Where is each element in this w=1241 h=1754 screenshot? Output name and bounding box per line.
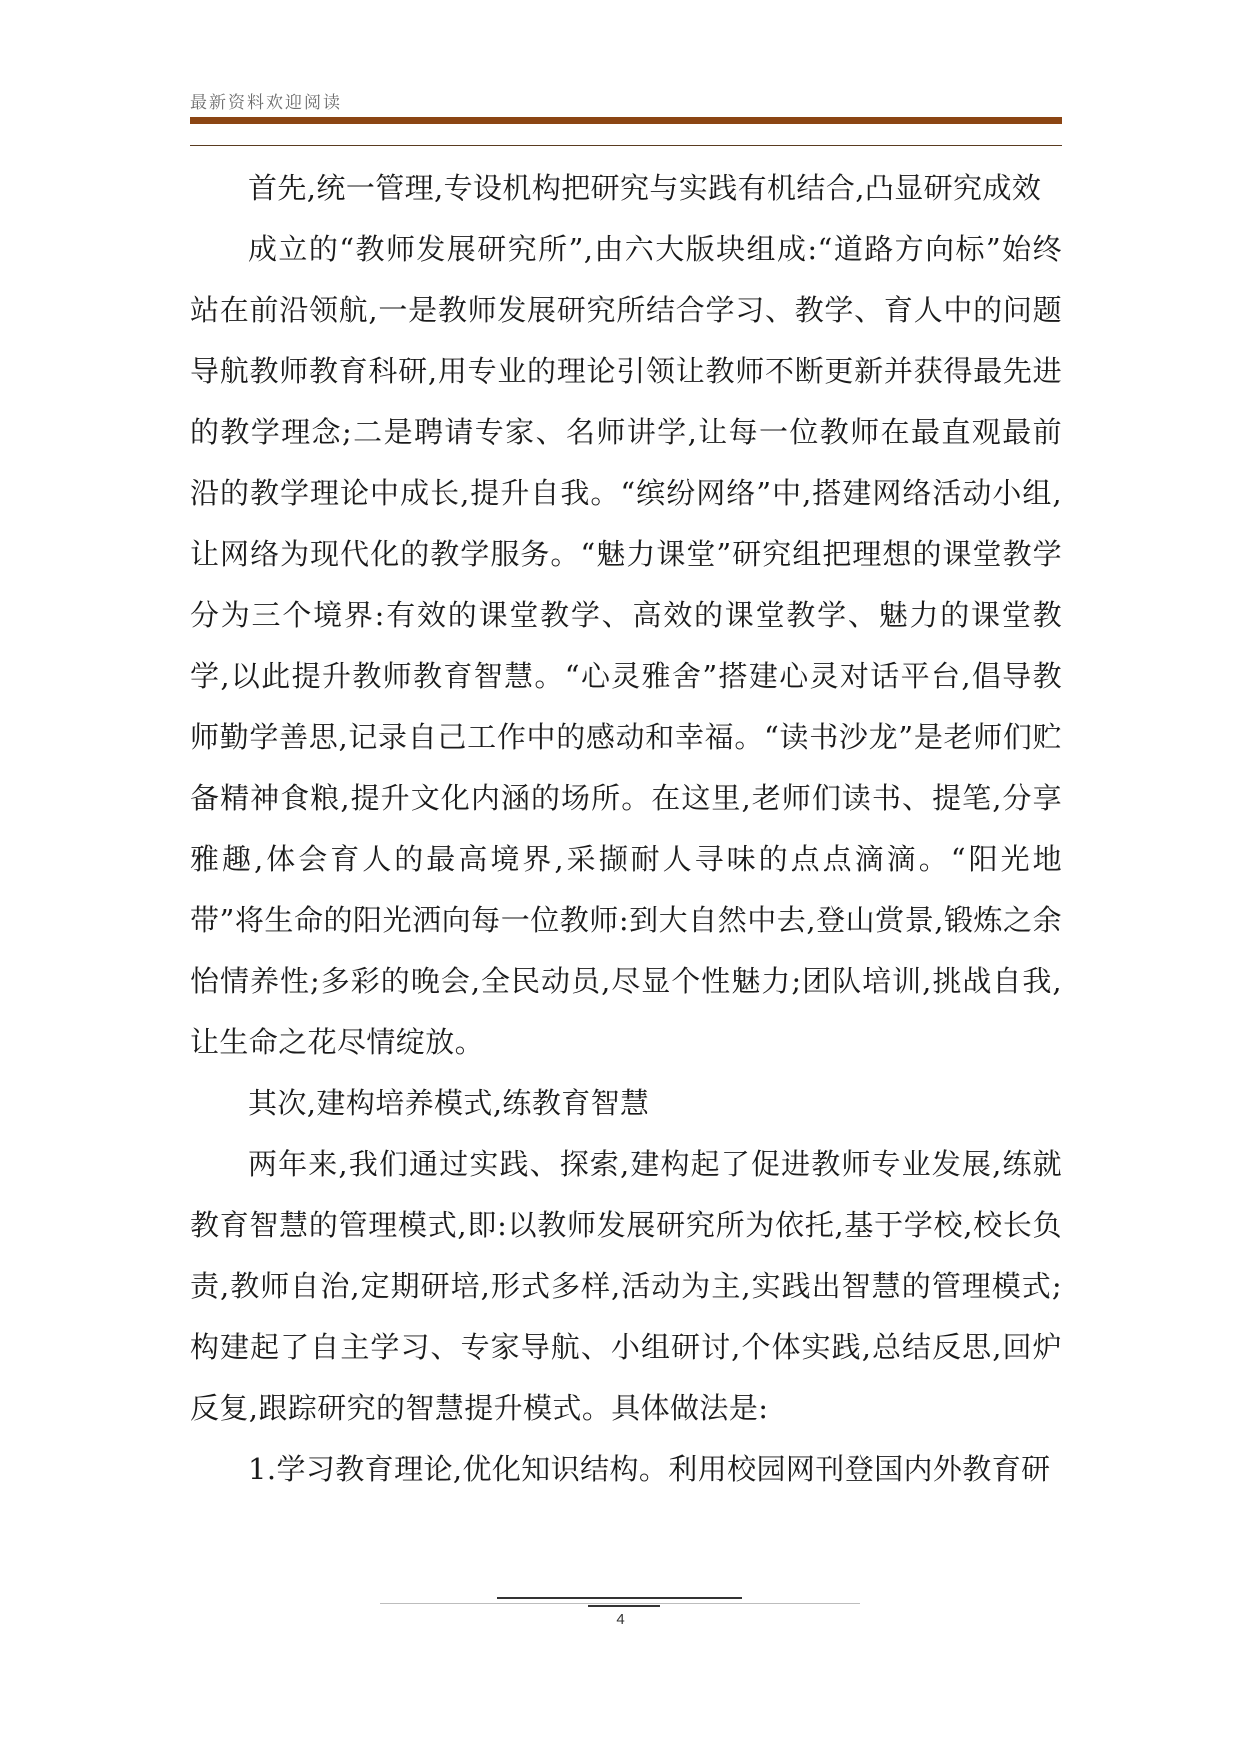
paragraph-second-heading: 其次,建构培养模式,练教育智慧 (248, 1086, 650, 1120)
paragraph-intro-heading: 首先,统一管理,专设机构把研究与实践有机结合,凸显研究成效 (248, 171, 1042, 205)
footer-rule-short (588, 1605, 660, 1607)
paragraph-list-item-1: 1.学习教育理论,优化知识结构。利用校园网刊登国内外教育研 (248, 1452, 1051, 1486)
page-number: 4 (616, 1611, 625, 1628)
paragraph-management-model: 两年来,我们通过实践、探索,建构起了促进教师专业发展,练就教育智慧的管理模式,即:以教师发展研究所为依托,基于学校,校长负责,教师自治,定期研培,形式多样,活动为主,实践出智慧的管理模式;构建起了自主学习、专家导航、小组研讨,个体实践,总结反思,回炉反复,跟踪研究的智慧提升模式。具体做法是: (190, 1147, 1062, 1425)
footer-rule-light (380, 1603, 860, 1604)
header-rule-thick (190, 117, 1062, 124)
header-rule-thin (190, 145, 1062, 146)
footer-rule-dark (497, 1597, 742, 1599)
header-title: 最新资料欢迎阅读 (190, 93, 342, 113)
document-body (190, 158, 1062, 1500)
paragraph-research-institute: 成立的“教师发展研究所”,由六大版块组成:“道路方向标”始终站在前沿领航,一是教师发展研究所结合学习、教学、育人中的问题导航教师教育科研,用专业的理论引领让教师不断更新并获得最先进的教学理念;二是聘请专家、名师讲学,让每一位教师在最直观最前沿的教学理论中成长,提升自我。“缤纷网络”中,搭建网络活动小组,让网络为现代化的教学服务。“魅力课堂”研究组把理想的课堂教学分为三个境界:有效的课堂教学、高效的课堂教学、魅力的课堂教学,以此提升教师教育智慧。“心灵雅舍”搭建心灵对话平台,倡导教师勤学善思,记录自己工作中的感动和幸福。“读书沙龙”是老师们贮备精神食粮,提升文化内涵的场所。在这里,老师们读书、提笔,分享雅趣,体会育人的最高境界,采撷耐人寻味的点点滴滴。“阳光地带”将生命的阳光洒向每一位教师:到大自然中去,登山赏景,锻炼之余怡情养性;多彩的晚会,全民动员,尽显个性魅力;团队培训,挑战自我,让生命之花尽情绽放。 (190, 232, 1062, 1059)
